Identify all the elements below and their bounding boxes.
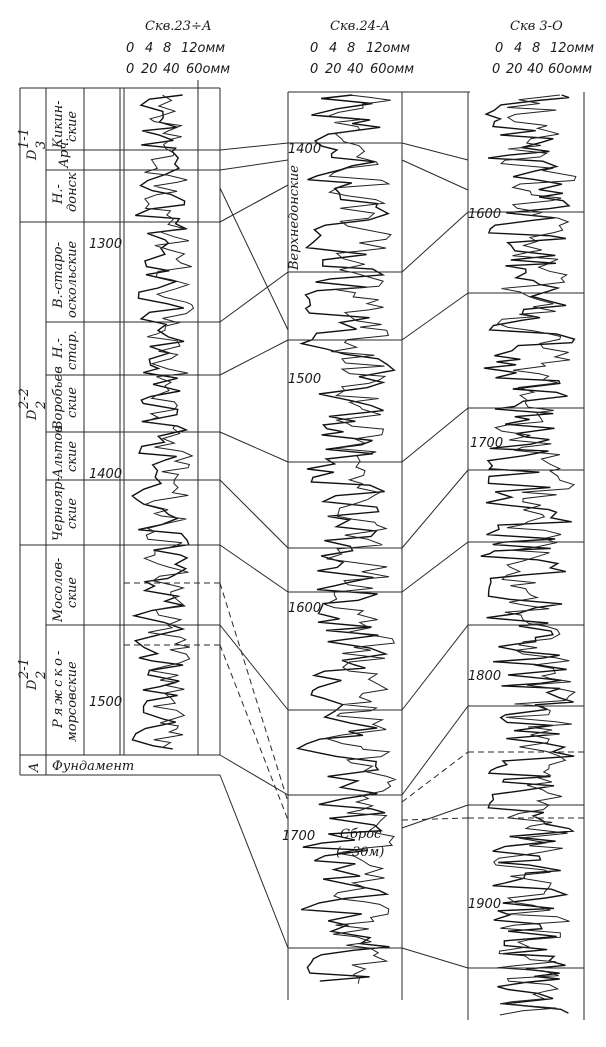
annotation-text: Верхнедонские bbox=[287, 165, 302, 270]
scale-top-well-3o bbox=[495, 41, 594, 56]
correlation-line bbox=[402, 160, 468, 190]
correlation-line-dashed bbox=[402, 818, 468, 820]
scale-tick-label: 0 bbox=[126, 41, 135, 56]
depth-label: 1500 bbox=[288, 372, 322, 387]
depth-label: 1600 bbox=[288, 601, 322, 616]
scale-tick-label: 60омм bbox=[186, 62, 231, 77]
correlation-line bbox=[220, 160, 288, 170]
depth-label: 1600 bbox=[468, 207, 502, 222]
depth-label: 1300 bbox=[89, 237, 123, 252]
horizon-name: Ряжско- bbox=[51, 647, 66, 728]
correlation-line bbox=[220, 432, 288, 462]
scale-tick-label: 0 bbox=[310, 62, 319, 77]
well-track-3o bbox=[468, 92, 584, 1020]
correlation-line bbox=[220, 188, 288, 330]
horizon-label-vorobyevskie bbox=[51, 366, 80, 431]
scale-tick-label: 40 bbox=[163, 62, 180, 77]
horizon-name: ские bbox=[65, 576, 80, 608]
stratigraphic-legend bbox=[17, 88, 220, 775]
correlation-line bbox=[402, 470, 468, 548]
scale-tick-label: 40 bbox=[347, 62, 364, 77]
stage-index: A bbox=[27, 762, 42, 772]
horizon-name: донск bbox=[65, 172, 80, 212]
fault-label: (−30м) bbox=[336, 845, 385, 860]
scale-tick-label: 8 bbox=[163, 41, 172, 56]
horizon-name: ские bbox=[65, 110, 80, 142]
scale-bottom-well-23a bbox=[126, 62, 230, 77]
scale-tick-label: 8 bbox=[532, 41, 541, 56]
stage-index: D bbox=[25, 409, 40, 420]
correlation-line bbox=[220, 775, 288, 948]
horizon-name: ские bbox=[65, 440, 80, 472]
depth-label: 1900 bbox=[468, 897, 502, 912]
well-title-23a: Скв.23÷А bbox=[145, 19, 212, 34]
scale-tick-label: 0 bbox=[126, 62, 135, 77]
well-title-3o: Скв 3-О bbox=[510, 19, 563, 34]
correlation-line bbox=[402, 212, 468, 272]
horizon-label-n-star bbox=[51, 330, 80, 370]
horizon-name: Альтов bbox=[51, 425, 66, 478]
stage-superscript: 2-2 bbox=[17, 388, 32, 409]
scale-tick-label: 20 bbox=[141, 62, 158, 77]
horizon-label-n-donsk bbox=[51, 172, 80, 212]
basement-label: Фундамент bbox=[52, 759, 135, 774]
correlation-line bbox=[402, 948, 468, 968]
scale-tick-label: 0 bbox=[310, 41, 319, 56]
scale-tick-label: 40 bbox=[527, 62, 544, 77]
correlation-line bbox=[402, 293, 468, 340]
horizon-name: оскольские bbox=[65, 240, 80, 318]
stage-label-d2-2-2 bbox=[17, 388, 49, 421]
horizon-name: ские bbox=[65, 497, 80, 529]
scale-tick-label: 0 bbox=[492, 62, 501, 77]
scale-bottom-well-24a bbox=[310, 62, 414, 77]
horizon-name: Мосолов- bbox=[51, 557, 66, 622]
stage-label-d3-1-1 bbox=[17, 128, 49, 161]
scale-tick-label: 60омм bbox=[370, 62, 415, 77]
horizon-label-altovskie bbox=[51, 425, 80, 479]
correlation-line bbox=[402, 143, 468, 160]
well-track-24a bbox=[282, 92, 470, 1000]
well-title-24a: Скв.24-А bbox=[330, 19, 391, 34]
horizon-name: В.-старо- bbox=[51, 242, 66, 308]
correlation-line bbox=[220, 545, 288, 592]
scale-tick-label: 8 bbox=[347, 41, 356, 56]
correlation-line-dashed bbox=[220, 645, 288, 820]
depth-label: 1400 bbox=[89, 467, 123, 482]
correlation-line bbox=[402, 625, 468, 710]
resistivity-log-curve bbox=[132, 95, 188, 749]
stage-index: D bbox=[25, 679, 40, 690]
resistivity-log-curve bbox=[494, 95, 576, 1015]
scale-bottom-well-3o bbox=[492, 62, 592, 77]
stage-subscript: 3 bbox=[34, 140, 49, 149]
scale-tick-label: 20 bbox=[325, 62, 342, 77]
stage-subscript: 2 bbox=[34, 670, 49, 679]
scale-tick-label: 60омм bbox=[548, 62, 593, 77]
scale-top-well-23a bbox=[126, 41, 225, 56]
scale-tick-label: 0 bbox=[495, 41, 504, 56]
resistivity-log-curve bbox=[481, 95, 575, 1013]
fault-label: Сброс bbox=[340, 827, 382, 842]
horizon-label-arch bbox=[57, 138, 72, 169]
horizon-name: Кикин- bbox=[51, 100, 66, 148]
correlation-line bbox=[402, 542, 468, 592]
scale-tick-label: 12омм bbox=[550, 41, 595, 56]
stage-index: D bbox=[25, 149, 40, 160]
horizon-name: ские bbox=[65, 386, 80, 418]
scale-tick-label: 4 bbox=[145, 41, 154, 56]
depth-label: 1700 bbox=[282, 829, 316, 844]
correlation-line bbox=[220, 185, 288, 222]
well-track-23a bbox=[89, 80, 220, 755]
horizon-label-mosolovskie bbox=[51, 558, 80, 623]
scale-tick-label: 4 bbox=[329, 41, 338, 56]
horizon-name: Н.- bbox=[51, 184, 66, 204]
stage-label-a bbox=[27, 763, 42, 773]
correlation-line bbox=[402, 706, 468, 795]
stage-superscript: 2-1 bbox=[17, 658, 32, 679]
scale-tick-label: 12омм bbox=[181, 41, 226, 56]
horizon-name: морсовские bbox=[65, 661, 80, 742]
resistivity-log-curve bbox=[145, 95, 194, 748]
stage-label-d2-2-1 bbox=[17, 658, 49, 691]
horizon-label-chernoyarskie bbox=[51, 477, 80, 541]
scale-tick-label: 12омм bbox=[366, 41, 411, 56]
scale-top-well-24a bbox=[310, 41, 410, 56]
correlation-line bbox=[220, 480, 288, 548]
scale-tick-label: 4 bbox=[514, 41, 523, 56]
stage-subscript: 2 bbox=[34, 400, 49, 409]
correlation-line-dashed bbox=[402, 752, 468, 802]
depth-label: 1800 bbox=[468, 669, 502, 684]
horizon-label-ryazhsko-morsovskie bbox=[51, 648, 80, 742]
correlation-line bbox=[220, 340, 288, 375]
verkhnedonskie-label bbox=[287, 165, 302, 271]
correlation-line bbox=[220, 272, 288, 322]
depth-label: 1400 bbox=[288, 142, 322, 157]
horizon-name: стар. bbox=[65, 330, 80, 370]
horizon-name: Н.- bbox=[51, 338, 66, 358]
horizon-label-v-staro-oskolskie bbox=[51, 241, 80, 318]
correlation-line bbox=[220, 625, 288, 710]
depth-label: 1500 bbox=[89, 695, 123, 710]
horizon-name: Воробьев bbox=[51, 366, 66, 430]
correlation-line bbox=[402, 805, 468, 828]
correlation-line-dashed bbox=[220, 583, 288, 802]
correlation-line bbox=[402, 408, 468, 462]
depth-label: 1700 bbox=[470, 436, 504, 451]
horizon-name: Чернояр- bbox=[51, 477, 66, 541]
stage-superscript: 1-1 bbox=[17, 128, 32, 149]
correlation-line bbox=[220, 755, 288, 795]
correlation-line bbox=[220, 143, 288, 150]
scale-tick-label: 20 bbox=[506, 62, 523, 77]
horizon-name: Арч. bbox=[57, 137, 72, 168]
